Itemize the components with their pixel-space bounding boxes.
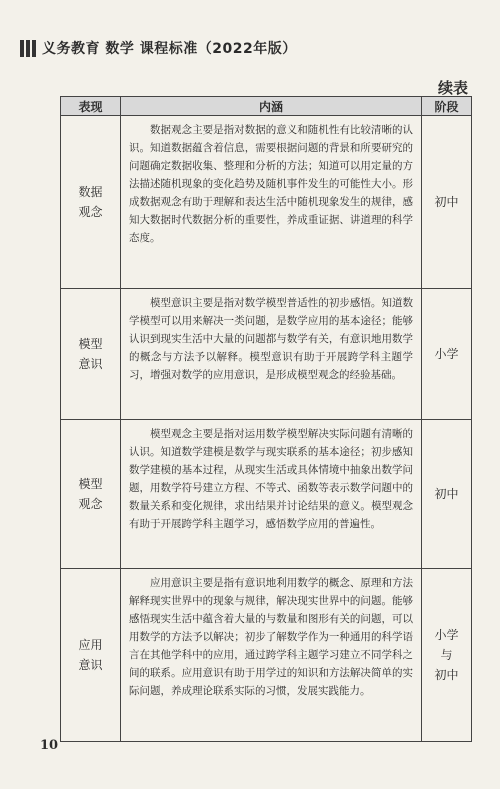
column-header-content: 内涵 xyxy=(121,97,422,116)
header-bars-decoration xyxy=(20,40,36,57)
row-label xyxy=(61,420,121,569)
row-stage xyxy=(422,420,472,569)
row-label-line: 应用 xyxy=(78,638,103,652)
row-stage-line: 初中 xyxy=(434,668,459,682)
standards-table xyxy=(60,96,472,742)
row-label-line: 观念 xyxy=(78,205,103,219)
continued-table-label: 续表 xyxy=(437,79,468,97)
row-label xyxy=(61,569,121,742)
page-number: 10 xyxy=(40,738,59,753)
row-label-line: 意识 xyxy=(78,357,103,371)
row-content: 数据观念主要是指对数据的意义和随机性有比较清晰的认识。知道数据蕴含着信息，需要根据问题的背景和所要研究的问题确定数据收集、整理和分析的方法；知道可以用定量的方法描述随机现象的变化趋势及随机事件发生的可能性大小。形成数据观念有助于理解和表达生活中随机现象发生的规律，感知大数据时代数据分析的重要性，养成重证据、讲道理的科学态度。 xyxy=(121,116,422,289)
row-label xyxy=(61,116,121,289)
row-stage-line: 初中 xyxy=(434,195,459,209)
column-header-stage: 阶段 xyxy=(422,97,472,116)
row-stage-line: 初中 xyxy=(434,487,459,501)
header-title: 义务教育 数学 课程标准（2022年版） xyxy=(42,41,297,57)
row-label-line: 模型 xyxy=(78,337,103,351)
row-content: 模型观念主要是指对运用数学模型解决实际问题有清晰的认识。知道数学建模是数学与现实联系的基本途径；初步感知数学建模的基本过程，从现实生活或具体情境中抽象出数学问题，用数学符号建立方程、不等式、函数等表示数学问题中的数量关系和变化规律，求出结果并讨论结果的意义。模型观念有助于开展跨学科主题学习，感悟数学应用的普遍性。 xyxy=(121,420,422,569)
row-stage xyxy=(422,289,472,420)
table-row xyxy=(61,420,472,569)
table-header-row xyxy=(61,97,472,116)
row-stage-line: 与 xyxy=(440,648,453,662)
row-stage-line: 小学 xyxy=(434,347,459,361)
running-header xyxy=(20,38,297,58)
row-label xyxy=(61,289,121,420)
row-label-line: 模型 xyxy=(78,477,103,491)
row-stage xyxy=(422,569,472,742)
table-row xyxy=(61,289,472,420)
row-label-line: 意识 xyxy=(78,658,103,672)
column-header-label: 表现 xyxy=(61,97,121,116)
table-row xyxy=(61,116,472,289)
row-stage xyxy=(422,116,472,289)
table-row xyxy=(61,569,472,742)
row-label-line: 数据 xyxy=(78,185,103,199)
row-stage-line: 小学 xyxy=(434,628,459,642)
row-content: 应用意识主要是指有意识地利用数学的概念、原理和方法解释现实世界中的现象与规律，解决现实世界中的问题。能够感悟现实生活中蕴含着大量的与数量和图形有关的问题，可以用数学的方法予以解决；初步了解数学作为一种通用的科学语言在其他学科中的应用，通过跨学科主题学习建立不同学科之间的联系。应用意识有助于用学过的知识和方法解决简单的实际问题，养成理论联系实际的习惯，发展实践能力。 xyxy=(121,569,422,742)
row-label-line: 观念 xyxy=(78,497,103,511)
row-content: 模型意识主要是指对数学模型普适性的初步感悟。知道数学模型可以用来解决一类问题，是数学应用的基本途径；能够认识到现实生活中大量的问题都与数学有关，有意识地用数学的概念与方法予以解释。模型意识有助于开展跨学科主题学习，增强对数学的应用意识，是形成模型观念的经验基础。 xyxy=(121,289,422,420)
